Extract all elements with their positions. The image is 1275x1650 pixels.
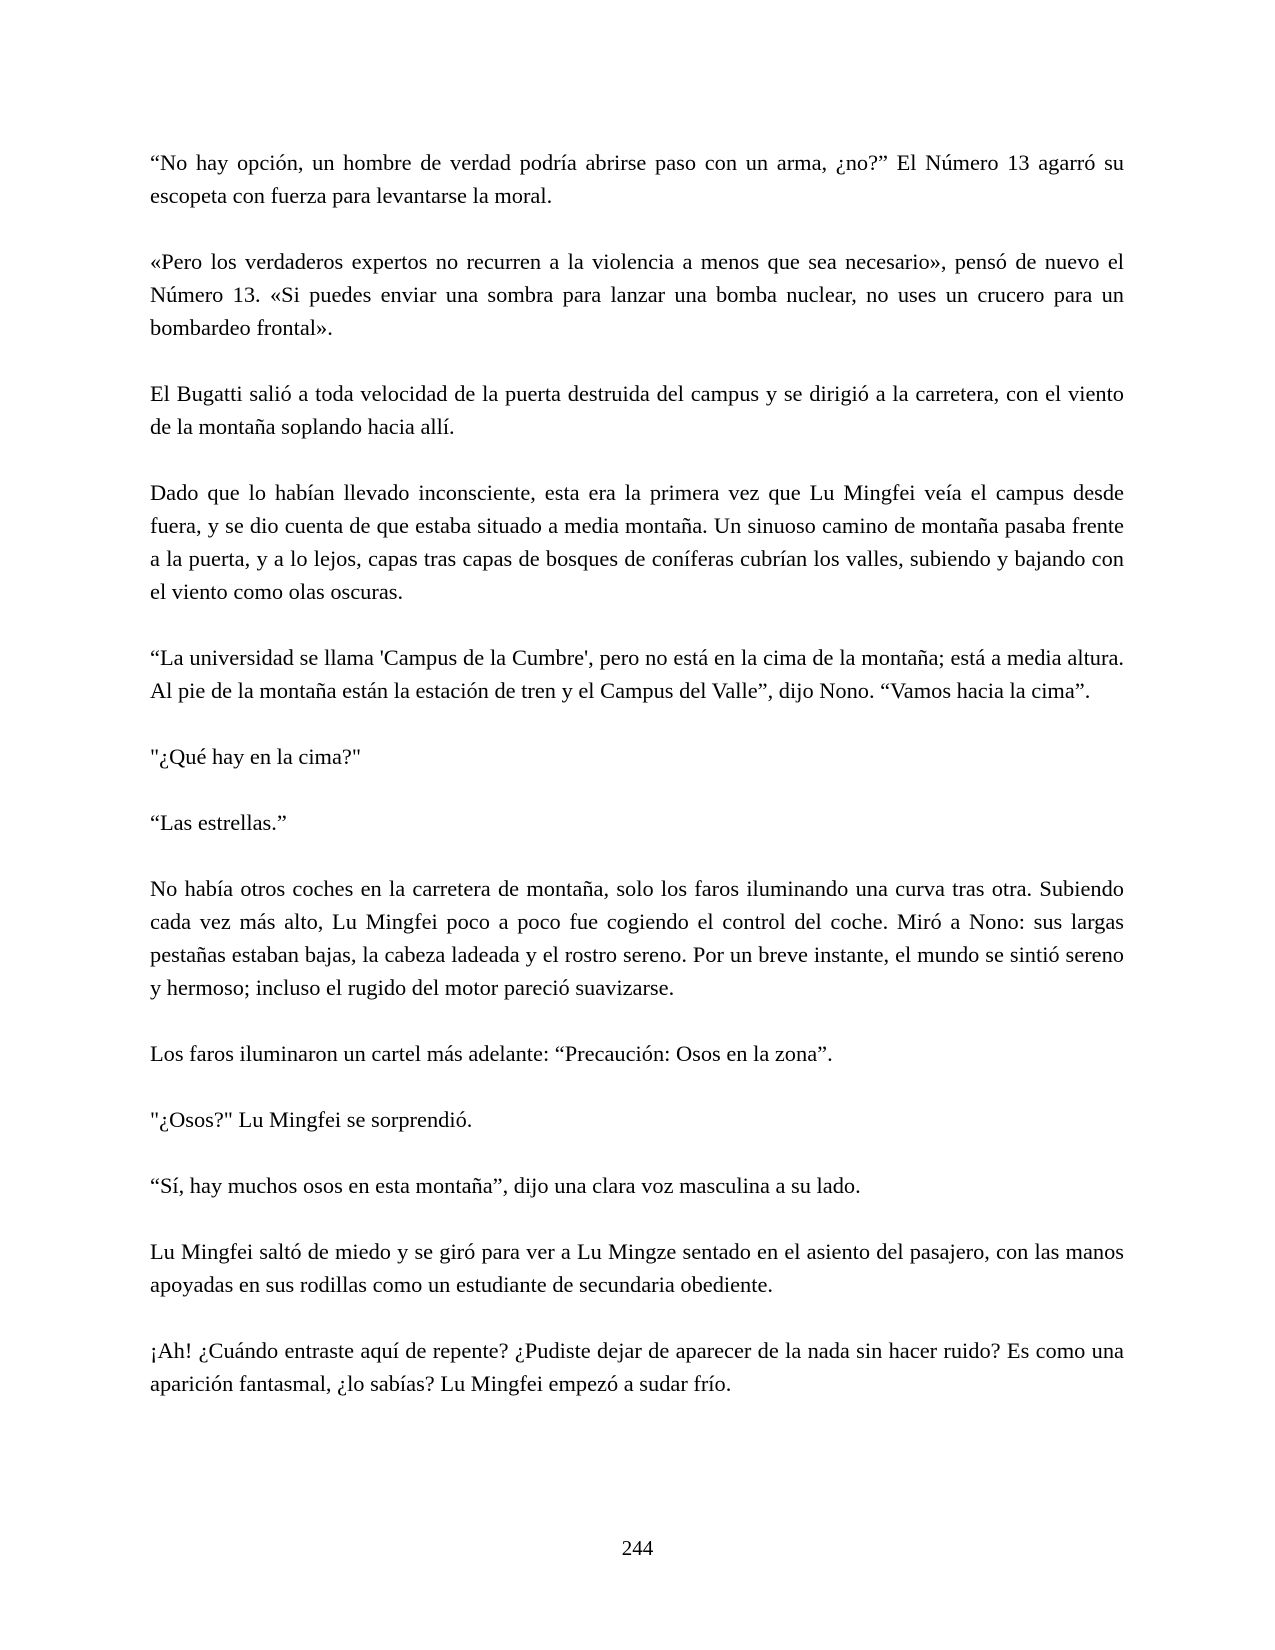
paragraph-9: Los faros iluminaron un cartel más adelante: “Precaución: Osos en la zona”. [150,1041,833,1066]
paragraph-3: El Bugatti salió a toda velocidad de la puerta destruida del campus y se dirigió a la carretera, con el viento de la montaña soplando hacia allí. [150,381,1124,439]
paragraph-1: “No hay opción, un hombre de verdad podría abrirse paso con un arma, ¿no?” El Número 13 agarró su escopeta con fuerza para levantarse la moral. [150,150,1124,208]
paragraph-6: "¿Qué hay en la cima?" [150,744,361,769]
paragraph-4: Dado que lo habían llevado inconsciente, esta era la primera vez que Lu Mingfei veía el campus desde fuera, y se dio cuenta de que estaba situado a media montaña. Un sinuoso camino de montaña pasaba frente a la puerta, y a lo lejos, capas tras capas de bosques de coníferas cubrían los valles, subiendo y bajando con el viento como olas oscuras. [150,480,1124,604]
paragraph-12: Lu Mingfei saltó de miedo y se giró para ver a Lu Mingze sentado en el asiento del pasajero, con las manos apoyadas en sus rodillas como un estudiante de secundaria obediente. [150,1239,1124,1297]
paragraph-13: ¡Ah! ¿Cuándo entraste aquí de repente? ¿Pudiste dejar de aparecer de la nada sin hacer ruido? Es como una aparición fantasmal, ¿lo sabías? Lu Mingfei empezó a sudar frío. [150,1338,1124,1396]
paragraph-2: «Pero los verdaderos expertos no recurren a la violencia a menos que sea necesario», pensó de nuevo el Número 13. «Si puedes enviar una sombra para lanzar una bomba nuclear, no uses un crucero para un bombardeo frontal». [150,249,1124,340]
page-body [150,146,1124,1433]
paragraph-8: No había otros coches en la carretera de montaña, solo los faros iluminando una curva tras otra. Subiendo cada vez más alto, Lu Mingfei poco a poco fue cogiendo el control del coche. Miró a Nono: sus largas pestañas estaban bajas, la cabeza ladeada y el rostro sereno. Por un breve instante, el mundo se sintió sereno y hermoso; incluso el rugido del motor pareció suavizarse. [150,876,1124,1000]
page-number: 244 [621,1536,654,1560]
paragraph-7: “Las estrellas.” [150,810,287,835]
paragraph-5: “La universidad se llama 'Campus de la Cumbre', pero no está en la cima de la montaña; está a media altura. Al pie de la montaña están la estación de tren y el Campus del Valle”, dijo Nono. “Vamos hacia la cima”. [150,645,1124,703]
paragraph-11: “Sí, hay muchos osos en esta montaña”, dijo una clara voz masculina a su lado. [150,1173,861,1198]
paragraph-10: "¿Osos?" Lu Mingfei se sorprendió. [150,1107,473,1132]
